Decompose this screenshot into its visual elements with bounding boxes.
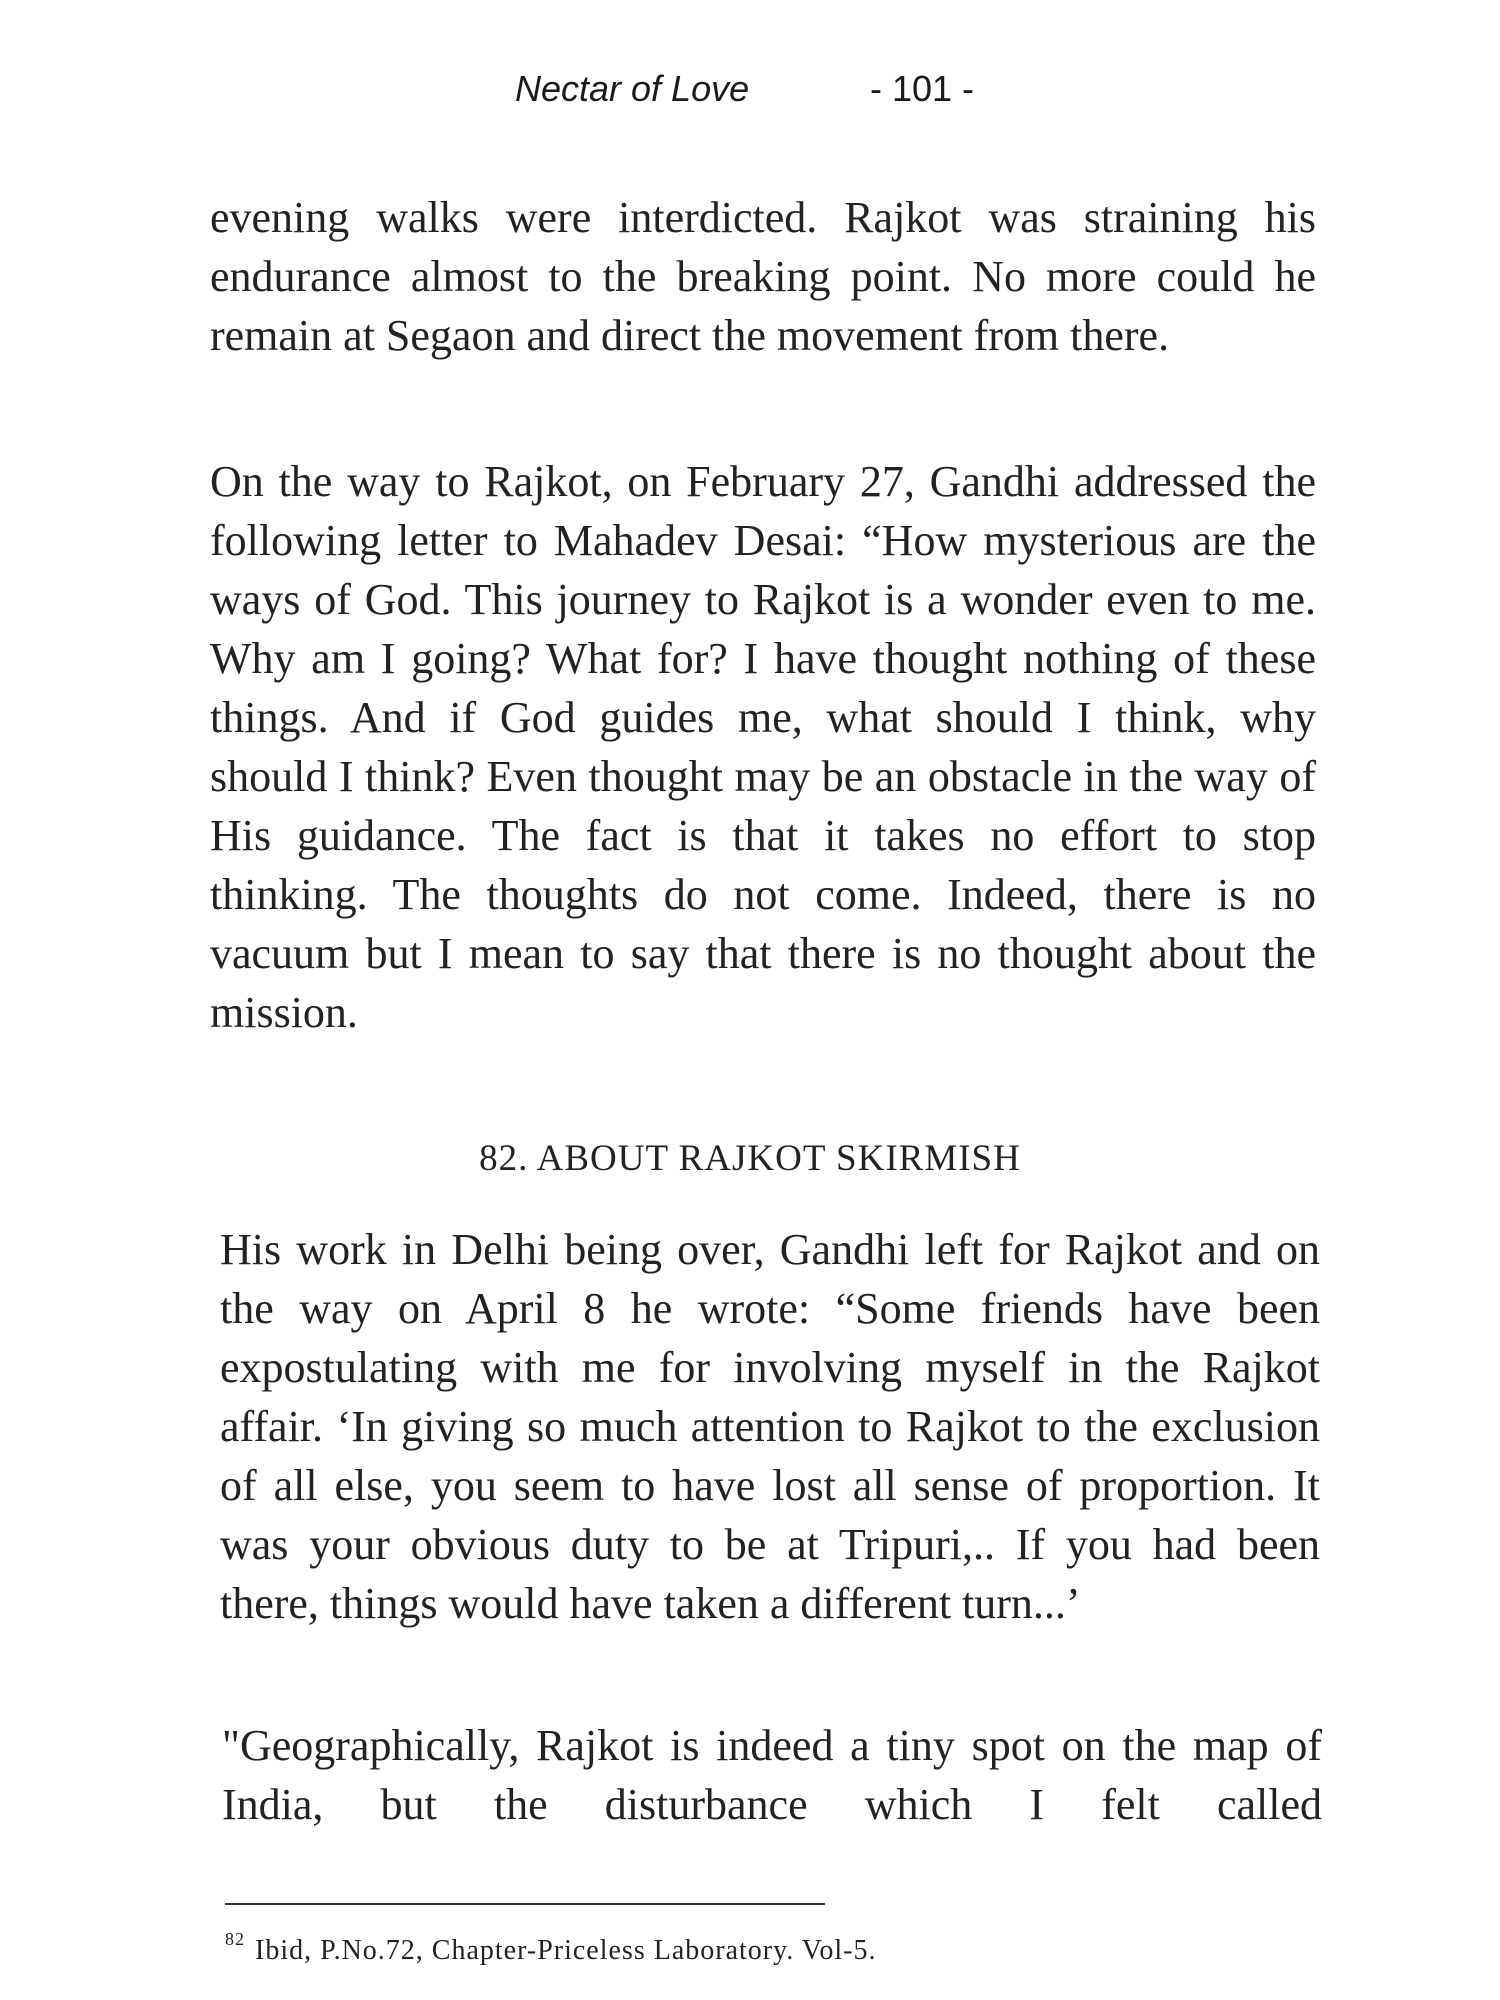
book-title: Nectar of Love	[515, 68, 750, 109]
footnote-divider	[225, 1903, 825, 1905]
footnote-marker: 82	[225, 1929, 245, 1949]
paragraph-2-text: On the way to Rajkot, on February 27, Gandhi addressed the following letter to Mahadev Desai: “How mysterious are the ways of God. This journey to Rajkot is a wonder even to me. Why am I going? What for? I have thought nothing of these things. And if God guides me, what should I think, why should I think? Even thought may be an obstacle in the way of His guidance. The fact is that it takes no effort to stop thinking. The thoughts do not come. Indeed, there is no vacuum but I mean to say that there is no thought about the mission.	[210, 457, 1316, 1037]
paragraph-4-text: "Geographically, Rajkot is indeed a tiny spot on the map of India, but the disturbance which I felt called	[222, 1721, 1322, 1829]
section-heading: 82. ABOUT RAJKOT SKIRMISH	[479, 1138, 1021, 1179]
paragraph-3-text: His work in Delhi being over, Gandhi left for Rajkot and on the way on April 8 he wrote: “Some friends have been expostulating with me for involving myself in the Rajkot affair. ‘In giving so much attention to Rajkot to the exclusion of all else, you seem to have lost all sense of proportion. It was your obvious duty to be at Tripuri,.. If you had been there, things would have taken a different turn...’	[220, 1225, 1320, 1628]
paragraph-4	[222, 1716, 1322, 1834]
page-number: - 101 -	[870, 68, 975, 109]
footnote	[225, 1929, 877, 1967]
paragraph-3	[220, 1220, 1320, 1633]
running-header	[0, 68, 1500, 118]
paragraph-1-text: evening walks were interdicted. Rajkot was straining his endurance almost to the breaking point. No more could he remain at Segaon and direct the movement from there.	[210, 193, 1316, 360]
footnote-text: Ibid, P.No.72, Chapter-Priceless Laboratory. Vol-5.	[255, 1935, 877, 1966]
paragraph-2	[210, 452, 1316, 1042]
paragraph-1	[210, 188, 1316, 365]
